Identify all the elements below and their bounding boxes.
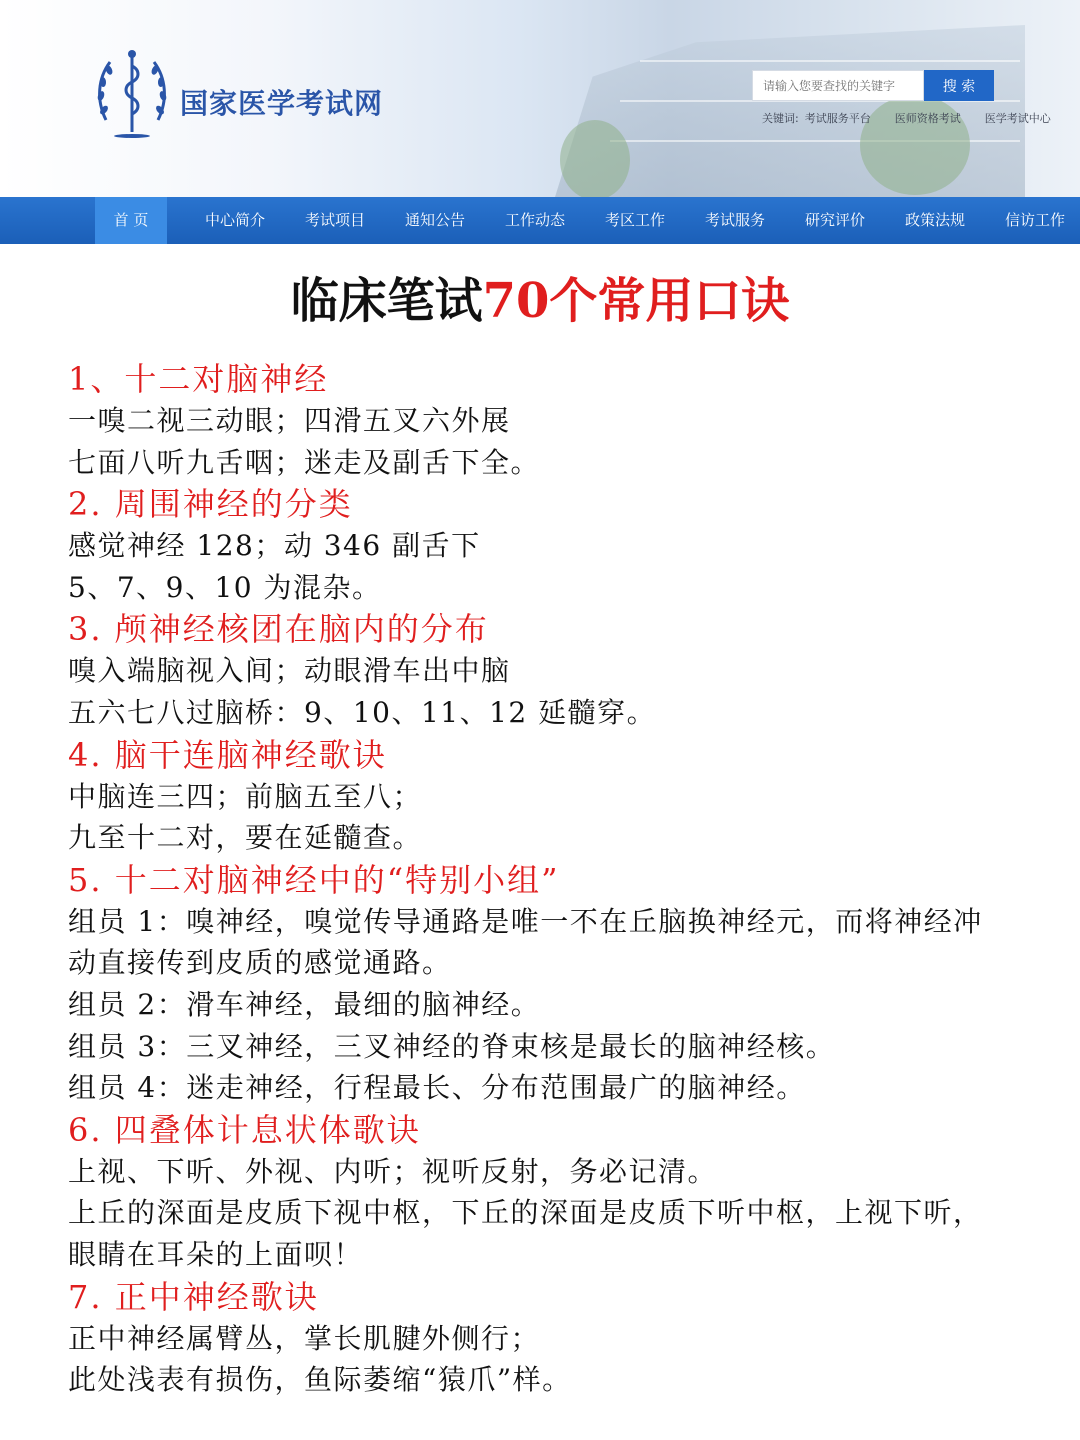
section-line: 嗅入端脑视入间；动眼滑车出中脑 xyxy=(68,654,511,688)
section-heading: 7. 正中神经歌诀 xyxy=(68,1277,319,1316)
nmec-logo-icon[interactable] xyxy=(92,48,172,138)
section-line: 九至十二对，要在延髓查。 xyxy=(68,821,423,855)
article-body xyxy=(68,358,1028,1401)
section-line: 5、7、9、10 为混杂。 xyxy=(68,570,382,604)
nav-exam-service[interactable]: 考试服务 xyxy=(704,211,765,229)
search-input[interactable] xyxy=(752,70,924,101)
section-line: 组员 2：滑车神经，最细的脑神经。 xyxy=(68,987,541,1021)
section-heading: 1、十二对脑神经 xyxy=(68,360,329,398)
section-line: 七面八听九舌咽；迷走及副舌下全。 xyxy=(68,445,541,479)
section-heading: 3. 颅神经核团在脑内的分布 xyxy=(68,610,489,649)
search-button[interactable]: 搜 索 xyxy=(924,70,994,101)
section-line: 组员 3：三叉神经，三叉神经的脊束核是最长的脑神经核。 xyxy=(68,1029,836,1063)
section-line: 正中神经属臂丛，掌长肌腱外侧行； xyxy=(68,1321,541,1355)
nav-research[interactable]: 研究评价 xyxy=(804,211,865,229)
building-window-line xyxy=(640,60,1020,62)
section-line: 中脑连三四；前脑五至八； xyxy=(68,779,423,813)
section-heading: 6. 四叠体计息状体歌诀 xyxy=(68,1110,421,1149)
section-heading: 4. 脑干连脑神经歌诀 xyxy=(68,735,387,774)
section-line: 感觉神经 128；动 346 副舌下 xyxy=(68,529,481,563)
title-black-part: 临床笔试 xyxy=(290,273,483,329)
section-line: 上视、下听、外视、内听；视听反射，务必记清。 xyxy=(68,1154,718,1188)
article-title xyxy=(0,268,1080,334)
nav-about[interactable]: 中心简介 xyxy=(204,211,265,229)
nav-petition[interactable]: 信访工作 xyxy=(1004,211,1065,229)
nav-notices[interactable]: 通知公告 xyxy=(404,211,465,229)
section-line: 上丘的深面是皮质下视中枢，下丘的深面是皮质下听中枢，上视下听，眼睛在耳朵的上面呗！ xyxy=(68,1196,983,1271)
section-heading: 2. 周围神经的分类 xyxy=(68,485,353,524)
hot-keyword-link[interactable]: 医学考试中心 xyxy=(984,112,1051,125)
site-name[interactable]: 国家医学考试网 xyxy=(180,87,384,120)
section-line: 组员 4：迷走神经，行程最长、分布范围最广的脑神经。 xyxy=(68,1071,806,1105)
hot-keywords xyxy=(762,110,1080,126)
section-line: 此处浅表有损伤，鱼际萎缩“猿爪”样。 xyxy=(68,1363,572,1397)
nav-home[interactable]: 首 页 xyxy=(95,197,167,244)
hot-keyword-link[interactable]: 医师资格考试 xyxy=(894,112,961,125)
site-header xyxy=(0,0,1080,197)
section-heading: 5. 十二对脑神经中的“特别小组” xyxy=(68,860,560,899)
main-nav xyxy=(0,197,1080,244)
tree-shape xyxy=(560,120,630,197)
hot-keyword-link[interactable]: 考试服务平台 xyxy=(804,112,871,125)
title-red-part: 70个常用口诀 xyxy=(482,273,790,329)
hot-keywords-label: 关键词: xyxy=(762,112,799,125)
nav-exam-area[interactable]: 考区工作 xyxy=(604,211,665,229)
section-line: 组员 1：嗅神经，嗅觉传导通路是唯一不在丘脑换神经元，而将神经冲动直接传到皮质的感觉通路。 xyxy=(68,904,983,980)
nav-policy[interactable]: 政策法规 xyxy=(904,211,965,229)
nav-exam-items[interactable]: 考试项目 xyxy=(304,211,365,229)
section-line: 一嗅二视三动眼；四滑五叉六外展 xyxy=(68,404,511,437)
nav-work-news[interactable]: 工作动态 xyxy=(504,211,565,229)
section-line: 五六七八过脑桥：9、10、11、12 延髓穿。 xyxy=(68,695,657,729)
